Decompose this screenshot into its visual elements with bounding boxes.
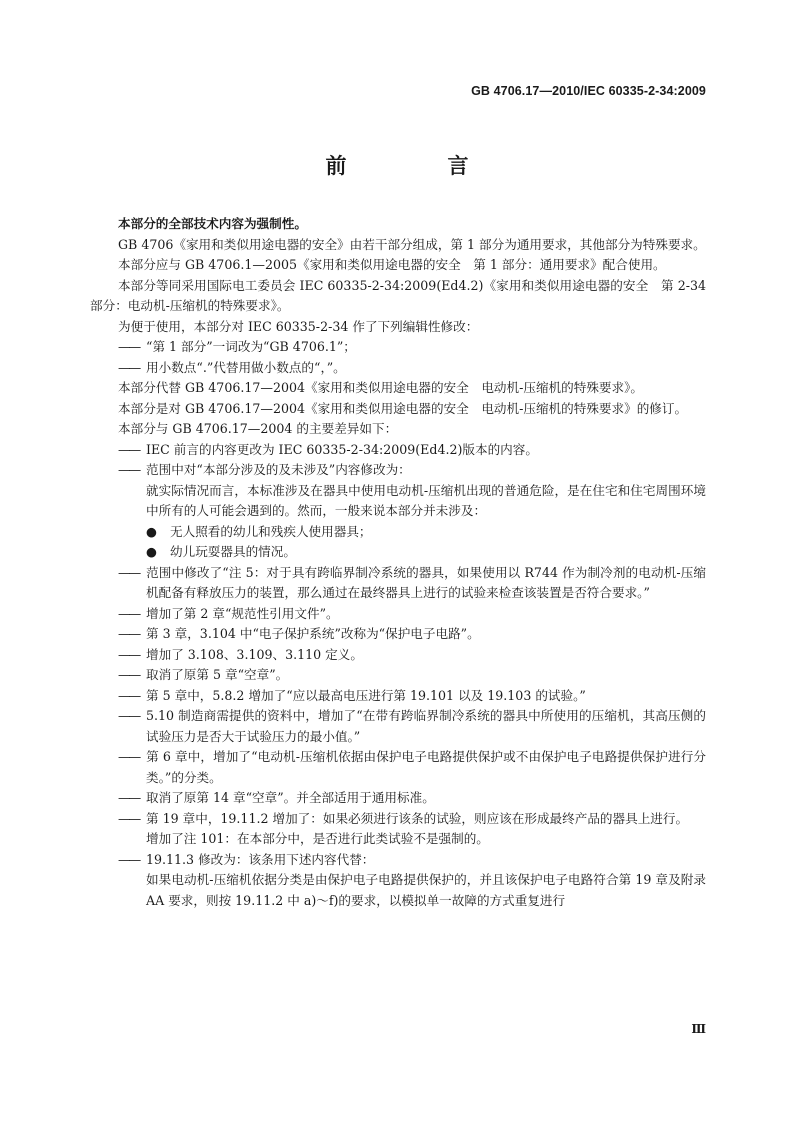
paragraph-text: 第 5 章中，5.8.2 增加了“应以最高电压进行第 19.101 以及 19.103 的试验。” — [146, 687, 586, 703]
dash-marker: —— — [118, 359, 140, 375]
paragraph-text: 就实际情况而言，本标准涉及在器具中使用电动机-压缩机出现的普通危险，是在住宅和住宅周围环境中所有的人可能会遇到的。然而，一般来说本部分并未涉及： — [146, 482, 706, 518]
dash-marker: —— — [118, 339, 140, 354]
dash-list-item — [90, 563, 706, 604]
dash-list-item — [90, 460, 706, 481]
paragraph-text: 本部分是对 GB 4706.17—2004《家用和类似用途电器的安全 电动机-压缩机的特殊要求》的修订。 — [118, 400, 688, 416]
dash-list-item — [90, 788, 706, 809]
dash-marker: —— — [118, 605, 140, 621]
dash-list-item — [90, 850, 706, 871]
paragraph-text: IEC 前言的内容更改为 IEC 60335-2-34:2009(Ed4.2)版本的内容。 — [146, 441, 538, 457]
paragraph — [90, 276, 706, 317]
paragraph-text: “第 1 部分”一词改为“GB 4706.1”； — [146, 339, 356, 354]
paragraph-text: 5.10 制造商需提供的资料中，增加了“在带有跨临界制冷系统的器具中所使用的压缩机，其高压侧的试验压力是否大于试验压力的最小值。” — [146, 708, 706, 744]
paragraph-text: 第 3 章，3.104 中“电子保护系统”改称为“保护电子电路”。 — [146, 626, 480, 641]
paragraph-text: GB 4706《家用和类似用途电器的安全》由若干部分组成，第 1 部分为通用要求，其他部分为特殊要求。 — [118, 236, 706, 252]
indented-paragraph — [90, 829, 706, 850]
paragraph — [90, 214, 706, 235]
dash-list-item — [90, 440, 706, 461]
bullet-icon: ● — [146, 523, 157, 539]
dash-list-item — [90, 337, 706, 358]
paragraph-text: 本部分与 GB 4706.17—2004 的主要差异如下： — [118, 421, 398, 436]
bullet-list-item — [90, 542, 706, 563]
paragraph — [90, 317, 706, 338]
indented-paragraph — [90, 870, 706, 911]
dash-marker: —— — [118, 441, 140, 457]
page-title: 前 言 — [325, 154, 509, 178]
bullet-icon: ● — [146, 544, 157, 559]
paragraph-text: 第 19 章中，19.11.2 增加了：如果必须进行该条的试验，则应该在形成最终产品的器具上进行。 — [146, 810, 689, 826]
paragraph-text: 增加了 3.108、3.109、3.110 定义。 — [146, 646, 363, 662]
dash-marker: —— — [118, 810, 140, 826]
document-body — [90, 214, 706, 911]
paragraph — [90, 235, 706, 256]
dash-list-item — [90, 665, 706, 686]
paragraph — [90, 419, 706, 440]
dash-list-item — [90, 747, 706, 788]
dash-list-item — [90, 604, 706, 625]
paragraph-text: 用小数点“.”代替用做小数点的“，”。 — [146, 359, 346, 375]
paragraph — [90, 378, 706, 399]
dash-marker: —— — [118, 687, 140, 703]
page-number: Ⅲ — [691, 1022, 706, 1036]
paragraph-text: 增加了注 101：在本部分中，是否进行此类试验不是强制的。 — [146, 831, 489, 846]
paragraph-text: 取消了原第 14 章“空章”。并全部适用于通用标准。 — [146, 790, 435, 805]
dash-marker: —— — [118, 851, 140, 867]
indented-paragraph — [90, 481, 706, 522]
dash-marker: —— — [118, 790, 140, 805]
dash-marker: —— — [118, 708, 140, 723]
dash-marker: —— — [118, 646, 140, 662]
paragraph-text: 第 6 章中，增加了“电动机-压缩机依据由保护电子电路提供保护或不由保护电子电路提供保护进行分类。”的分类。 — [146, 749, 706, 785]
dash-marker: —— — [118, 749, 140, 764]
paragraph-text: 本部分的全部技术内容为强制性。 — [118, 216, 307, 231]
dash-list-item — [90, 645, 706, 666]
dash-list-item — [90, 809, 706, 830]
paragraph-text: 为便于使用，本部分对 IEC 60335-2-34 作了下列编辑性修改： — [118, 318, 479, 334]
paragraph-text: 范围中修改了“注 5：对于具有跨临界制冷系统的器具，如果使用以 R744 作为制冷剂的电动机-压缩机配备有释放压力的装置，那么通过在最终器具上进行的试验来检查该装置是否符合要求。” — [146, 564, 706, 600]
dash-list-item — [90, 706, 706, 747]
standard-code-header: GB 4706.17—2010/IEC 60335-2-34:2009 — [471, 84, 706, 98]
paragraph-text: 取消了原第 5 章“空章”。 — [146, 667, 289, 682]
dash-marker: —— — [118, 462, 140, 477]
paragraph-text: 增加了第 2 章“规范性引用文件”。 — [146, 605, 339, 621]
dash-marker: —— — [118, 626, 140, 641]
dash-list-item — [90, 358, 706, 379]
paragraph-text: 如果电动机-压缩机依据分类是由保护电子电路提供保护的，并且该保护电子电路符合第 19 章及附录 AA 要求，则按 19.11.2 中 a)～f)的要求，以模拟单一故障的方式重复进行 — [146, 872, 706, 908]
paragraph-text: 范围中对“本部分涉及的及未涉及”内容修改为： — [146, 462, 411, 477]
paragraph-text: 本部分等同采用国际电工委员会 IEC 60335-2-34:2009(Ed4.2)《家用和类似用途电器的安全 第 2-34 部分：电动机-压缩机的特殊要求》。 — [90, 277, 706, 313]
paragraph — [90, 255, 706, 276]
paragraph-text: 本部分代替 GB 4706.17—2004《家用和类似用途电器的安全 电动机-压缩机的特殊要求》。 — [118, 380, 643, 395]
dash-marker: —— — [118, 564, 140, 580]
dash-list-item — [90, 624, 706, 645]
dash-marker: —— — [118, 667, 140, 682]
paragraph-text: 19.11.3 修改为：该条用下述内容代替： — [146, 851, 375, 867]
paragraph-text: 幼儿玩耍器具的情况。 — [170, 544, 296, 559]
paragraph — [90, 399, 706, 420]
bullet-list-item — [90, 522, 706, 543]
paragraph-text: 本部分应与 GB 4706.1—2005《家用和类似用途电器的安全 第 1 部分：通用要求》配合使用。 — [118, 257, 666, 272]
dash-list-item — [90, 686, 706, 707]
paragraph-text: 无人照看的幼儿和残疾人使用器具； — [170, 523, 372, 539]
